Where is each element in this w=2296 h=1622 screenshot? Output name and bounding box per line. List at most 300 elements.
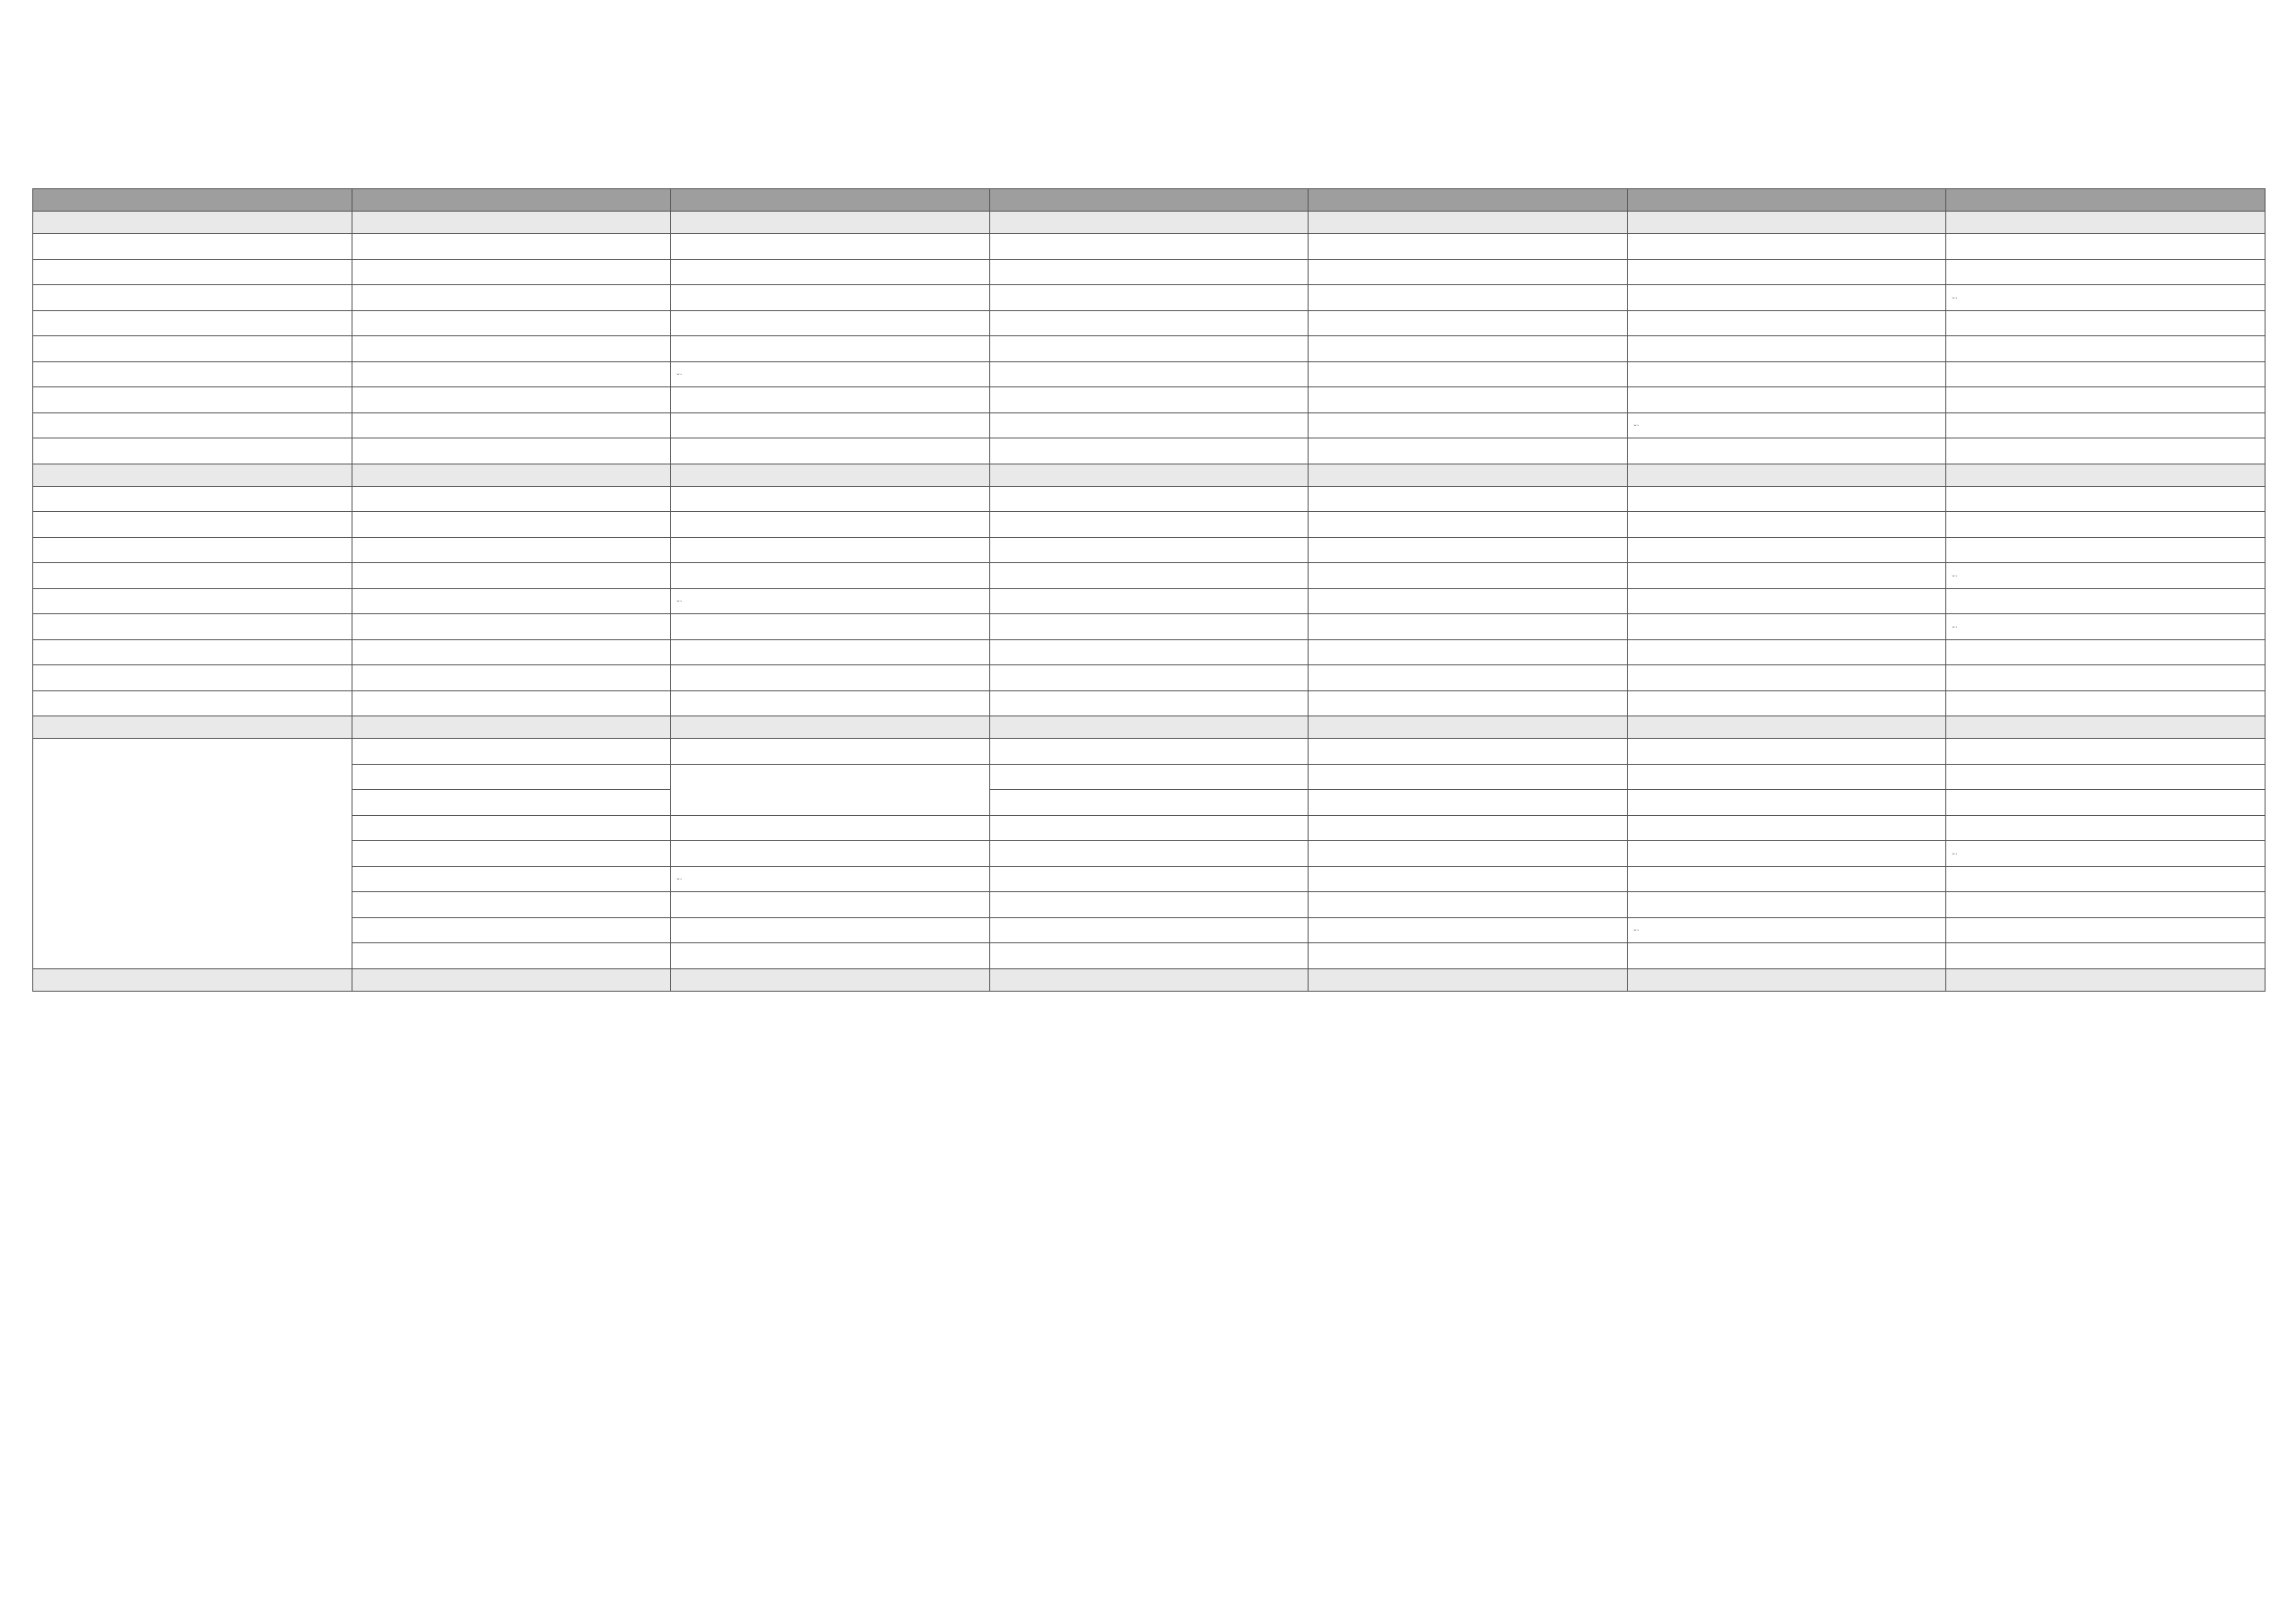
event-entry bbox=[1627, 512, 1946, 538]
highlight-event-name bbox=[1952, 853, 1957, 854]
event-row-content bbox=[358, 640, 665, 665]
event-row-content bbox=[358, 387, 665, 412]
event-row-content bbox=[1952, 285, 2259, 310]
event-entry bbox=[671, 285, 990, 311]
event-entry bbox=[1627, 361, 1946, 387]
event-entry bbox=[1627, 310, 1946, 336]
event-entry bbox=[352, 866, 671, 892]
event-row-content bbox=[996, 765, 1303, 790]
event-row-content bbox=[676, 438, 984, 464]
event-entry bbox=[989, 764, 1309, 790]
event-row bbox=[33, 310, 2266, 336]
event-entry bbox=[1309, 866, 1628, 892]
event-row bbox=[33, 815, 2266, 841]
event-entry bbox=[671, 234, 990, 260]
event-entry bbox=[1946, 892, 2266, 918]
event-entry bbox=[1627, 665, 1946, 691]
event-row-content bbox=[1952, 892, 2259, 917]
event-entry bbox=[33, 486, 352, 512]
event-entry bbox=[671, 866, 990, 892]
day-date-header bbox=[1627, 968, 1946, 991]
event-entry bbox=[1309, 234, 1628, 260]
event-entry bbox=[671, 310, 990, 336]
event-entry bbox=[352, 588, 671, 614]
event-week-note bbox=[1482, 264, 1568, 281]
event-entry bbox=[352, 486, 671, 512]
event-row-content bbox=[996, 512, 1303, 537]
event-row-content bbox=[1633, 362, 1941, 387]
event-row-content bbox=[996, 234, 1303, 259]
event-entry bbox=[1309, 361, 1628, 387]
event-row bbox=[33, 512, 2266, 538]
event-entry bbox=[989, 917, 1309, 943]
event-row-content bbox=[39, 512, 346, 537]
day-date-header bbox=[1946, 716, 2266, 739]
event-row-content bbox=[1952, 867, 2259, 892]
highlight-event-name bbox=[1633, 929, 1639, 931]
empty-slot bbox=[1946, 917, 2266, 943]
event-entry bbox=[671, 336, 990, 362]
day-date-header bbox=[1309, 716, 1628, 739]
event-row-content bbox=[676, 487, 984, 512]
day-date-header bbox=[671, 968, 990, 991]
empty-slot bbox=[33, 614, 352, 640]
day-date-header bbox=[1946, 212, 2266, 234]
highlight-event-name bbox=[1952, 297, 1957, 299]
event-row-content bbox=[676, 362, 984, 387]
event-entry bbox=[1946, 841, 2266, 867]
event-row-content bbox=[1952, 841, 2259, 866]
event-row-content bbox=[676, 563, 984, 588]
event-row bbox=[33, 588, 2266, 614]
event-entry bbox=[1309, 790, 1628, 816]
event-entry bbox=[989, 412, 1309, 438]
event-entry bbox=[989, 310, 1309, 336]
empty-slot bbox=[352, 892, 671, 918]
event-entry bbox=[1627, 892, 1946, 918]
day-date-header bbox=[33, 716, 352, 739]
highlight-event-name bbox=[1952, 626, 1957, 628]
event-entry bbox=[989, 563, 1309, 589]
event-entry bbox=[671, 512, 990, 538]
event-row-content bbox=[1633, 892, 1941, 917]
event-row-content bbox=[1633, 413, 1941, 438]
event-row-content bbox=[1314, 867, 1622, 892]
event-entry bbox=[989, 438, 1309, 464]
empty-slot bbox=[1627, 438, 1946, 464]
event-row-content bbox=[996, 563, 1303, 588]
event-entry bbox=[1309, 336, 1628, 362]
event-row-content bbox=[1952, 336, 2259, 361]
event-row bbox=[33, 917, 2266, 943]
event-entry bbox=[352, 614, 671, 640]
event-entry bbox=[1946, 512, 2266, 538]
empty-slot bbox=[352, 943, 671, 969]
event-entry bbox=[1946, 815, 2266, 841]
day-date-header bbox=[1309, 212, 1628, 234]
event-row bbox=[33, 285, 2266, 311]
event-entry bbox=[1309, 917, 1628, 943]
event-entry bbox=[671, 387, 990, 413]
event-entry bbox=[1946, 614, 2266, 640]
event-entry bbox=[671, 438, 990, 464]
event-entry bbox=[1309, 739, 1628, 765]
event-entry bbox=[352, 361, 671, 387]
event-entry bbox=[1627, 537, 1946, 563]
event-row-content bbox=[1633, 918, 1941, 943]
empty-slot bbox=[352, 412, 671, 438]
event-entry bbox=[1946, 285, 2266, 311]
event-row-content bbox=[996, 285, 1303, 310]
event-entry bbox=[989, 614, 1309, 640]
event-entry bbox=[1627, 234, 1946, 260]
event-entry bbox=[989, 588, 1309, 614]
event-entry bbox=[1627, 841, 1946, 867]
event-row bbox=[33, 614, 2266, 640]
event-row-content bbox=[358, 790, 665, 815]
event-row-content bbox=[996, 841, 1303, 866]
event-entry bbox=[352, 739, 671, 765]
empty-slot bbox=[33, 285, 352, 311]
event-entry bbox=[352, 563, 671, 589]
event-row-content bbox=[1314, 387, 1622, 412]
week-date-row bbox=[33, 212, 2266, 234]
event-row bbox=[33, 387, 2266, 413]
event-row-content bbox=[996, 816, 1303, 841]
empty-slot bbox=[1946, 438, 2266, 464]
event-row bbox=[33, 438, 2266, 464]
event-week-note bbox=[1800, 264, 1886, 281]
event-row-content bbox=[676, 739, 984, 764]
empty-slot bbox=[1946, 665, 2266, 691]
empty-slot bbox=[33, 665, 352, 691]
event-entry bbox=[989, 486, 1309, 512]
event-entry bbox=[671, 361, 990, 387]
event-row bbox=[33, 259, 2266, 285]
empty-slot bbox=[33, 310, 352, 336]
event-row-content bbox=[1314, 739, 1622, 764]
event-entry bbox=[989, 665, 1309, 691]
event-row-content bbox=[358, 487, 665, 512]
event-row-content bbox=[996, 413, 1303, 438]
event-row-content bbox=[358, 614, 665, 639]
day-date-header bbox=[671, 464, 990, 486]
event-entry bbox=[989, 259, 1309, 285]
day-date-header bbox=[1627, 464, 1946, 486]
event-row-content bbox=[676, 387, 984, 412]
event-entry bbox=[352, 841, 671, 867]
event-entry bbox=[1946, 563, 2266, 589]
event-entry bbox=[1309, 639, 1628, 665]
event-row-content bbox=[996, 538, 1303, 563]
weekday-wed bbox=[989, 189, 1309, 212]
event-row-content bbox=[1633, 487, 1941, 512]
event-row-content bbox=[676, 943, 984, 968]
event-entry bbox=[1309, 486, 1628, 512]
event-row-content bbox=[1952, 538, 2259, 563]
event-entry bbox=[1309, 285, 1628, 311]
event-entry bbox=[1627, 486, 1946, 512]
empty-slot bbox=[33, 412, 352, 438]
weekday-sun bbox=[33, 189, 352, 212]
event-row-content bbox=[1633, 816, 1941, 841]
empty-slot bbox=[33, 639, 352, 665]
day-date-header bbox=[989, 212, 1309, 234]
week-date-row bbox=[33, 716, 2266, 739]
day-date-header bbox=[1627, 716, 1946, 739]
event-entry bbox=[989, 866, 1309, 892]
day-date-header bbox=[33, 968, 352, 991]
event-row-content bbox=[996, 691, 1303, 716]
event-row-content bbox=[1952, 311, 2259, 336]
event-entry bbox=[1946, 234, 2266, 260]
empty-slot bbox=[1946, 690, 2266, 716]
event-row-content bbox=[1314, 336, 1622, 361]
event-entry bbox=[989, 690, 1309, 716]
event-row-content bbox=[1633, 285, 1941, 310]
event-entry bbox=[671, 259, 990, 285]
weekday-fri bbox=[1627, 189, 1946, 212]
event-entry bbox=[352, 285, 671, 311]
event-entry bbox=[671, 588, 990, 614]
event-row-content bbox=[358, 234, 665, 259]
event-entry bbox=[989, 841, 1309, 867]
event-entry bbox=[671, 917, 990, 943]
event-row-content bbox=[996, 487, 1303, 512]
event-row-content bbox=[1633, 538, 1941, 563]
empty-slot bbox=[352, 690, 671, 716]
event-entry bbox=[1627, 563, 1946, 589]
event-row bbox=[33, 690, 2266, 716]
event-entry bbox=[671, 639, 990, 665]
event-entry bbox=[1946, 739, 2266, 765]
event-row-content bbox=[1633, 790, 1941, 815]
event-row-content bbox=[1314, 614, 1622, 639]
day-date-header bbox=[33, 212, 352, 234]
event-entry bbox=[1309, 387, 1628, 413]
event-entry bbox=[352, 512, 671, 538]
event-row-content bbox=[358, 765, 665, 790]
event-entry bbox=[1946, 866, 2266, 892]
event-row bbox=[33, 790, 2266, 816]
event-row-content bbox=[1952, 512, 2259, 537]
event-entry bbox=[1627, 259, 1946, 285]
empty-slot bbox=[1946, 639, 2266, 665]
empty-slot bbox=[352, 438, 671, 464]
event-row-content bbox=[39, 234, 346, 259]
event-row-content bbox=[996, 790, 1303, 815]
day-date-header bbox=[989, 464, 1309, 486]
empty-slot bbox=[1946, 412, 2266, 438]
event-row-content bbox=[1314, 790, 1622, 815]
event-week-note bbox=[1482, 922, 1568, 939]
event-entry bbox=[1309, 841, 1628, 867]
event-entry bbox=[1627, 866, 1946, 892]
day-date-header bbox=[33, 464, 352, 486]
event-entry bbox=[1309, 815, 1628, 841]
event-entry bbox=[352, 310, 671, 336]
event-row-content bbox=[676, 640, 984, 665]
event-row-content bbox=[1633, 665, 1941, 690]
event-row-content bbox=[1314, 512, 1622, 537]
event-entry bbox=[1309, 310, 1628, 336]
empty-slot bbox=[33, 563, 352, 589]
highlight-event-name bbox=[1633, 424, 1639, 426]
event-entry bbox=[1627, 764, 1946, 790]
empty-slot bbox=[33, 361, 352, 387]
event-row-content bbox=[676, 234, 984, 259]
weekday-header-row bbox=[33, 189, 2266, 212]
event-row-content bbox=[1952, 234, 2259, 259]
event-entry bbox=[671, 614, 990, 640]
event-row-content bbox=[676, 260, 984, 285]
event-row-content bbox=[1633, 841, 1941, 866]
event-row-content bbox=[358, 538, 665, 563]
event-row bbox=[33, 866, 2266, 892]
weekday-thu bbox=[1309, 189, 1628, 212]
event-row-content bbox=[1952, 487, 2259, 512]
event-entry bbox=[671, 892, 990, 918]
event-entry bbox=[352, 234, 671, 260]
event-entry bbox=[1627, 336, 1946, 362]
empty-slot bbox=[33, 438, 352, 464]
event-row-content bbox=[1633, 765, 1941, 790]
event-row-content bbox=[996, 362, 1303, 387]
highlight-event-name bbox=[1952, 575, 1957, 577]
day-date-header bbox=[989, 968, 1309, 991]
event-entry bbox=[1309, 259, 1628, 285]
empty-slot bbox=[352, 665, 671, 691]
event-entry bbox=[989, 815, 1309, 841]
event-row-content bbox=[1633, 691, 1941, 716]
event-entry bbox=[1309, 512, 1628, 538]
empty-slot bbox=[1309, 690, 1628, 716]
event-row-content bbox=[1633, 589, 1941, 614]
event-row-content bbox=[1952, 614, 2259, 639]
event-entry bbox=[352, 537, 671, 563]
event-row bbox=[33, 892, 2266, 918]
event-row-content bbox=[1314, 589, 1622, 614]
event-entry bbox=[671, 665, 990, 691]
event-row-content bbox=[1633, 614, 1941, 639]
event-row-content bbox=[358, 285, 665, 310]
event-row-content bbox=[676, 614, 984, 639]
closed-notice bbox=[671, 764, 990, 815]
event-entry bbox=[352, 764, 671, 790]
event-row-content bbox=[1952, 589, 2259, 614]
day-date-header bbox=[352, 212, 671, 234]
empty-slot bbox=[1309, 943, 1628, 969]
event-row-content bbox=[1314, 892, 1622, 917]
highlight-event-name bbox=[676, 600, 682, 602]
special-event-block bbox=[33, 739, 352, 969]
highlight-event-name bbox=[676, 373, 682, 375]
event-row-content bbox=[1314, 413, 1622, 438]
event-row-content bbox=[1633, 260, 1941, 285]
event-row-content bbox=[358, 739, 665, 764]
event-row-content bbox=[1314, 362, 1622, 387]
event-row bbox=[33, 234, 2266, 260]
event-row-content bbox=[1633, 640, 1941, 665]
day-date-header bbox=[1946, 464, 2266, 486]
event-row-content bbox=[1952, 563, 2259, 588]
event-row-content bbox=[676, 816, 984, 841]
event-entry bbox=[989, 639, 1309, 665]
event-row-content bbox=[1314, 285, 1622, 310]
event-row-content bbox=[358, 563, 665, 588]
event-entry bbox=[1309, 614, 1628, 640]
event-row-content bbox=[358, 336, 665, 361]
event-row-content bbox=[1952, 765, 2259, 790]
event-row-content bbox=[1952, 790, 2259, 815]
event-row-content bbox=[676, 892, 984, 917]
event-row bbox=[33, 841, 2266, 867]
event-entry bbox=[1627, 588, 1946, 614]
event-row-content bbox=[358, 841, 665, 866]
schedule-calendar bbox=[32, 188, 2266, 992]
event-row-content bbox=[358, 311, 665, 336]
event-entry bbox=[1627, 917, 1946, 943]
day-date-header bbox=[1309, 968, 1628, 991]
event-row-content bbox=[996, 640, 1303, 665]
event-entry bbox=[1627, 815, 1946, 841]
event-entry bbox=[989, 537, 1309, 563]
event-row-content bbox=[1314, 563, 1622, 588]
week-date-row bbox=[33, 464, 2266, 486]
event-row-content bbox=[996, 438, 1303, 464]
event-row-content bbox=[676, 867, 984, 892]
empty-slot bbox=[1946, 943, 2266, 969]
event-row-content bbox=[996, 665, 1303, 690]
event-row-content bbox=[39, 487, 346, 512]
highlight-event-name bbox=[676, 878, 682, 880]
event-row-content bbox=[676, 665, 984, 690]
event-row-content bbox=[1314, 260, 1622, 285]
event-row-content bbox=[1952, 260, 2259, 285]
empty-slot bbox=[33, 259, 352, 285]
event-entry bbox=[989, 336, 1309, 362]
event-entry bbox=[671, 563, 990, 589]
event-entry bbox=[352, 336, 671, 362]
event-row-content bbox=[996, 739, 1303, 764]
event-row-content bbox=[358, 260, 665, 285]
event-entry bbox=[1309, 412, 1628, 438]
event-row-content bbox=[358, 816, 665, 841]
day-date-header bbox=[352, 716, 671, 739]
empty-slot bbox=[1309, 438, 1628, 464]
event-week-note bbox=[1800, 490, 1886, 507]
event-row bbox=[33, 943, 2266, 969]
event-row bbox=[33, 764, 2266, 790]
week-date-row bbox=[33, 968, 2266, 991]
event-entry bbox=[1946, 336, 2266, 362]
event-entry bbox=[989, 892, 1309, 918]
empty-slot bbox=[33, 336, 352, 362]
day-date-header bbox=[1946, 968, 2266, 991]
event-entry bbox=[1309, 892, 1628, 918]
event-entry bbox=[1309, 665, 1628, 691]
event-entry bbox=[1309, 563, 1628, 589]
event-row-content bbox=[1314, 487, 1622, 512]
event-row-content bbox=[996, 918, 1303, 943]
event-entry bbox=[1627, 690, 1946, 716]
empty-slot bbox=[33, 690, 352, 716]
empty-slot bbox=[671, 690, 990, 716]
event-row-content bbox=[676, 336, 984, 361]
event-entry bbox=[989, 361, 1309, 387]
event-row-content bbox=[1314, 816, 1622, 841]
page-header bbox=[47, 115, 172, 186]
